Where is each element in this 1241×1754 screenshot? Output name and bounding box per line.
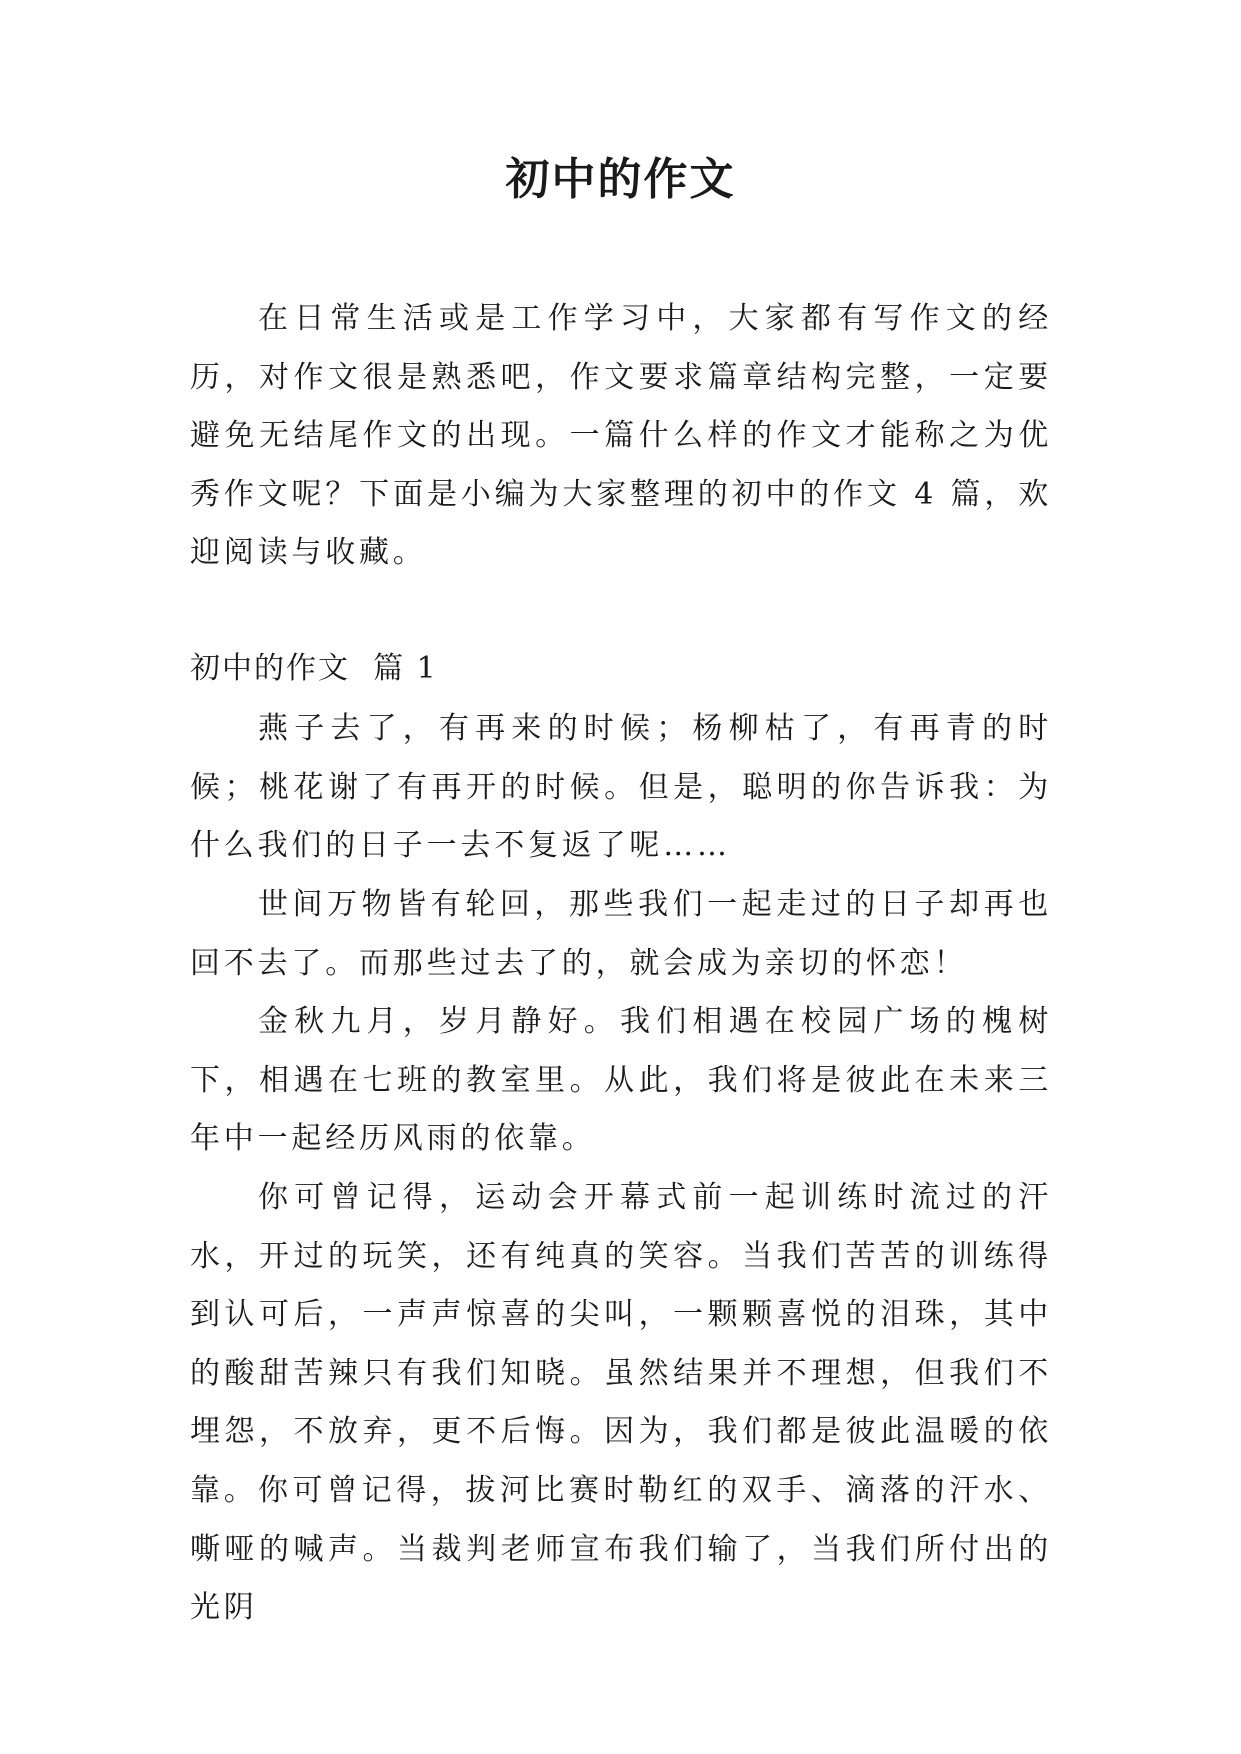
paragraph-3: 金秋九月，岁月静好。我们相遇在校园广场的槐树下，相遇在七班的教室里。从此，我们将是彼此在未来三年中一起经历风雨的依靠。 [190, 1004, 1052, 1156]
paragraph-4: 你可曾记得，运动会开幕式前一起训练时流过的汗水，开过的玩笑，还有纯真的笑容。当我们苦苦的训练得到认可后，一声声惊喜的尖叫，一颗颗喜悦的泪珠，其中的酸甜苦辣只有我们知晓。虽然结果并不理想，但我们不埋怨，不放弃，更不后悔。因为，我们都是彼此温暖的依靠。 [190, 1180, 1052, 1508]
paragraph-2: 世间万物皆有轮回，那些我们一起走过的日子却再也回不去了。而那些过去了的，就会成为亲切的怀恋！ [190, 887, 1052, 981]
paragraph-5: 你可曾记得，拔河比赛时勒红的双手、滴落的汗水、嘶哑的喊声。当裁判老师宣布我们输了，当我们所付出的光阴 [190, 1473, 1052, 1625]
intro-paragraph: 在日常生活或是工作学习中，大家都有写作文的经历，对作文很是熟悉吧，作文要求篇章结构完整，一定要避免无结尾作文的出现。一篇什么样的作文才能称之为优秀作文呢？下面是小编为大家整理的初中的作文 4 篇，欢迎阅读与收藏。 [190, 301, 1052, 570]
paragraph-1: 燕子去了，有再来的时候；杨柳枯了，有再青的时候；桃花谢了有再开的时候。但是，聪明的你告诉我：为什么我们的日子一去不复返了呢…… [190, 711, 1052, 863]
section-heading: 初中的作文 篇 1 [190, 651, 438, 686]
document-title: 初中的作文 [505, 154, 736, 205]
